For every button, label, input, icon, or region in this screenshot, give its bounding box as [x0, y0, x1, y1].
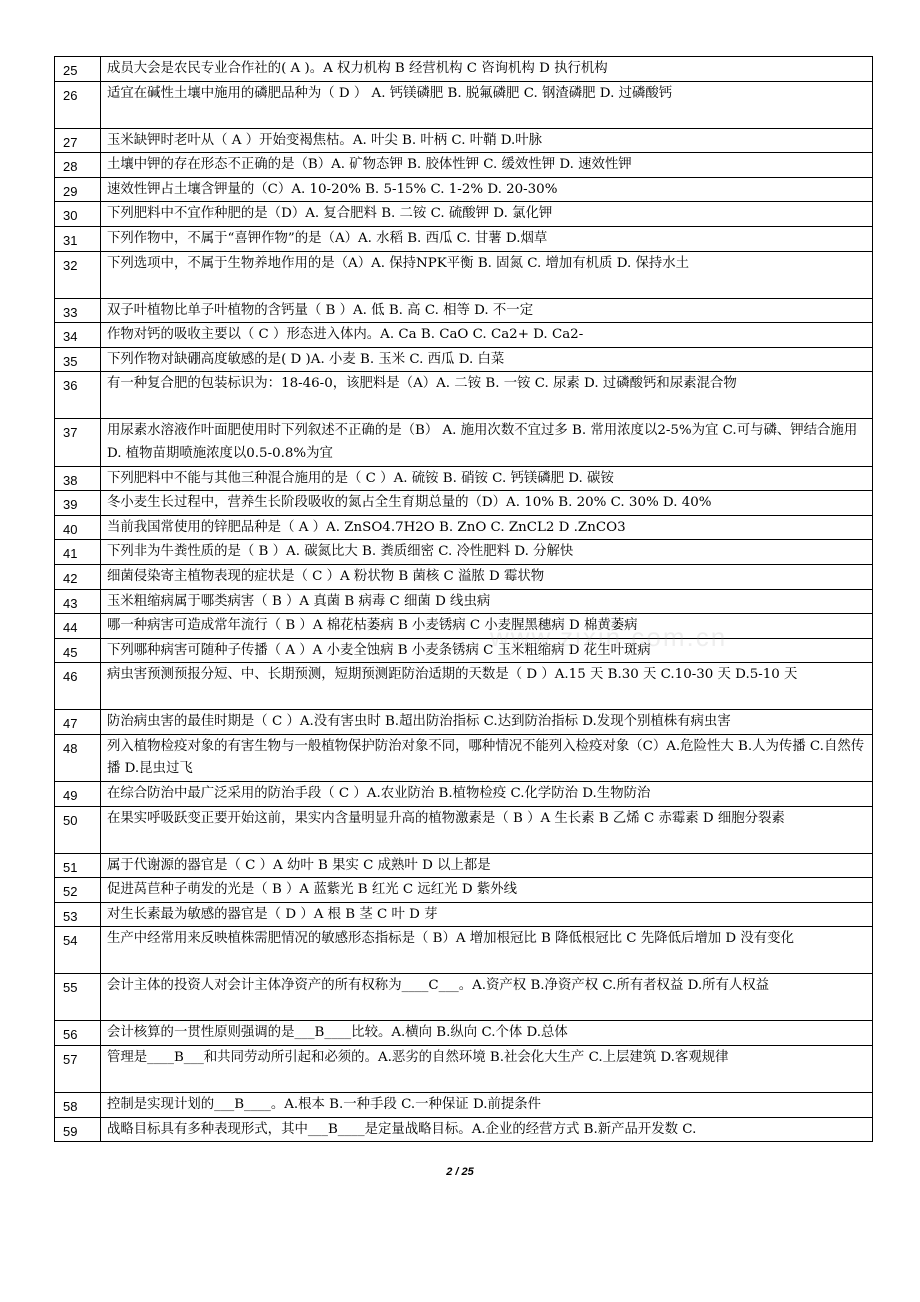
question-number: 40	[55, 515, 101, 540]
question-text: 会计核算的一贯性原则强调的是___B____比较。A.横向 B.纵向 C.个体 D.总体	[101, 1021, 873, 1046]
question-text: 在果实呼吸跃变正要开始这前，果实内含量明显升高的植物激素是（ B ）A 生长素 B 乙烯 C 赤霉素 D 细胞分裂素	[101, 806, 873, 853]
question-number: 49	[55, 782, 101, 807]
question-row	[55, 734, 873, 781]
question-number: 53	[55, 902, 101, 927]
question-text: 会计主体的投资人对会计主体净资产的所有权称为____C___。A.资产权 B.净资产权 C.所有者权益 D.所有人权益	[101, 974, 873, 1021]
question-row	[55, 974, 873, 1021]
question-number: 37	[55, 419, 101, 466]
question-text: 下列选项中，不属于生物养地作用的是（A）A. 保持NPK平衡 B. 固氮 C. 增加有机质 D. 保持水土	[101, 251, 873, 298]
question-number: 48	[55, 734, 101, 781]
question-row	[55, 347, 873, 372]
question-text: 促进莴苣种子萌发的光是（ B ）A 蓝紫光 B 红光 C 远红光 D 紫外线	[101, 878, 873, 903]
question-text: 玉米粗缩病属于哪类病害（ B ）A 真菌 B 病毒 C 细菌 D 线虫病	[101, 589, 873, 614]
question-number: 47	[55, 710, 101, 735]
question-number: 27	[55, 128, 101, 153]
question-text: 玉米缺钾时老叶从（ A ）开始变褐焦枯。A. 叶尖 B. 叶柄 C. 叶鞘 D.叶脉	[101, 128, 873, 153]
question-table	[54, 56, 873, 1142]
question-number: 31	[55, 226, 101, 251]
question-row	[55, 782, 873, 807]
question-row	[55, 1117, 873, 1142]
question-text: 作物对钙的吸收主要以（ C ）形态进入体内。A. Ca B. CaO C. Ca2+ D. Ca2-	[101, 323, 873, 348]
question-text: 细菌侵染寄主植物表现的症状是（ C ）A 粉状物 B 菌核 C 溢脓 D 霉状物	[101, 564, 873, 589]
question-row	[55, 466, 873, 491]
question-row	[55, 323, 873, 348]
question-row	[55, 1046, 873, 1093]
question-text: 属于代谢源的器官是（ C ）A 幼叶 B 果实 C 成熟叶 D 以上都是	[101, 853, 873, 878]
question-text: 控制是实现计划的___B____。A.根本 B.一种手段 C.一种保证 D.前提条件	[101, 1093, 873, 1118]
question-text: 生产中经常用来反映植株需肥情况的敏感形态指标是（ B）A 增加根冠比 B 降低根冠比 C 先降低后增加 D 没有变化	[101, 927, 873, 974]
question-text: 下列作物中，不属于“喜钾作物”的是（A）A. 水稻 B. 西瓜 C. 甘薯 D.烟草	[101, 226, 873, 251]
question-number: 58	[55, 1093, 101, 1118]
question-number: 59	[55, 1117, 101, 1142]
question-row	[55, 153, 873, 178]
question-row	[55, 1093, 873, 1118]
question-row	[55, 902, 873, 927]
question-text: 管理是____B___和共同劳动所引起和必须的。A.恶劣的自然环境 B.社会化大生产 C.上层建筑 D.客观规律	[101, 1046, 873, 1093]
page-number: 2 / 25	[446, 1166, 474, 1178]
question-text: 双子叶植物比单子叶植物的含钙量（ B ）A. 低 B. 高 C. 相等 D. 不一定	[101, 298, 873, 323]
question-row	[55, 226, 873, 251]
question-text: 下列肥料中不宜作种肥的是（D）A. 复合肥料 B. 二铵 C. 硫酸钾 D. 氯化钾	[101, 202, 873, 227]
question-text: 速效性钾占土壤含钾量的（C）A. 10-20% B. 5-15% C. 1-2% D. 20-30%	[101, 177, 873, 202]
question-row	[55, 491, 873, 516]
question-text: 哪一种病害可造成常年流行（ B ）A 棉花枯萎病 B 小麦锈病 C 小麦腥黑穗病 D 棉黄萎病	[101, 614, 873, 639]
question-row	[55, 128, 873, 153]
question-number: 38	[55, 466, 101, 491]
question-number: 41	[55, 540, 101, 565]
question-text: 对生长素最为敏感的器官是（ D ）A 根 B 茎 C 叶 D 芽	[101, 902, 873, 927]
question-number: 25	[55, 57, 101, 82]
question-row	[55, 564, 873, 589]
question-row	[55, 372, 873, 419]
question-number: 32	[55, 251, 101, 298]
question-row	[55, 419, 873, 466]
question-text: 病虫害预测预报分短、中、长期预测，短期预测距防治适期的天数是（ D ）A.15 天 B.30 天 C.10-30 天 D.5-10 天	[101, 663, 873, 710]
question-text: 下列哪种病害可随种子传播（ A ）A 小麦全蚀病 B 小麦条锈病 C 玉米粗缩病 D 花生叶斑病	[101, 638, 873, 663]
question-text: 下列非为牛粪性质的是（ B ）A. 碳氮比大 B. 粪质细密 C. 冷性肥料 D. 分解快	[101, 540, 873, 565]
question-text: 下列作物对缺硼高度敏感的是( D )A. 小麦 B. 玉米 C. 西瓜 D. 白菜	[101, 347, 873, 372]
question-number: 55	[55, 974, 101, 1021]
question-row	[55, 540, 873, 565]
question-text: 土壤中钾的存在形态不正确的是（B）A. 矿物态钾 B. 胶体性钾 C. 缓效性钾 D. 速效性钾	[101, 153, 873, 178]
question-row	[55, 638, 873, 663]
question-number: 30	[55, 202, 101, 227]
question-text: 适宜在碱性土壤中施用的磷肥品种为（ D ） A. 钙镁磷肥 B. 脱氟磷肥 C. 钢渣磷肥 D. 过磷酸钙	[101, 81, 873, 128]
question-text: 在综合防治中最广泛采用的防治手段（ C ）A.农业防治 B.植物检疫 C.化学防治 D.生物防治	[101, 782, 873, 807]
question-text: 战略目标具有多种表现形式，其中___B____是定量战略目标。A.企业的经营方式 B.新产品开发数 C.	[101, 1117, 873, 1142]
question-row	[55, 81, 873, 128]
question-number: 50	[55, 806, 101, 853]
question-row	[55, 878, 873, 903]
question-number: 54	[55, 927, 101, 974]
question-text: 下列肥料中不能与其他三种混合施用的是（ C ）A. 硫铵 B. 硝铵 C. 钙镁磷肥 D. 碳铵	[101, 466, 873, 491]
question-row	[55, 202, 873, 227]
question-row	[55, 927, 873, 974]
question-text: 当前我国常使用的锌肥品种是（ A ）A. ZnSO4.7H2O B. ZnO C. ZnCL2 D .ZnCO3	[101, 515, 873, 540]
question-row	[55, 806, 873, 853]
question-number: 33	[55, 298, 101, 323]
question-number: 51	[55, 853, 101, 878]
question-row	[55, 663, 873, 710]
question-number: 52	[55, 878, 101, 903]
question-number: 46	[55, 663, 101, 710]
question-row	[55, 177, 873, 202]
question-text: 用尿素水溶液作叶面肥使用时下列叙述不正确的是（B） A. 施用次数不宜过多 B. 常用浓度以2-5%为宜 C.可与磷、钾结合施用 D. 植物苗期喷施浓度以0.5-0.8%为宜	[101, 419, 873, 466]
watermark: www.zixin.com.cn	[490, 622, 728, 652]
question-number: 42	[55, 564, 101, 589]
question-text: 成员大会是农民专业合作社的( A )。A 权力机构 B 经营机构 C 咨询机构 D 执行机构	[101, 57, 873, 82]
question-row	[55, 589, 873, 614]
question-row	[55, 1021, 873, 1046]
question-row	[55, 614, 873, 639]
question-row	[55, 853, 873, 878]
question-number: 26	[55, 81, 101, 128]
question-number: 44	[55, 614, 101, 639]
question-row	[55, 251, 873, 298]
question-number: 28	[55, 153, 101, 178]
question-text: 冬小麦生长过程中，营养生长阶段吸收的氮占全生育期总量的（D）A. 10% B. 20% C. 30% D. 40%	[101, 491, 873, 516]
question-row	[55, 57, 873, 82]
question-number: 43	[55, 589, 101, 614]
question-number: 29	[55, 177, 101, 202]
question-number: 34	[55, 323, 101, 348]
question-row	[55, 710, 873, 735]
question-number: 56	[55, 1021, 101, 1046]
question-number: 35	[55, 347, 101, 372]
question-number: 45	[55, 638, 101, 663]
question-row	[55, 298, 873, 323]
question-number: 57	[55, 1046, 101, 1093]
question-row	[55, 515, 873, 540]
question-text: 列入植物检疫对象的有害生物与一般植物保护防治对象不同，哪种情况不能列入检疫对象（C）A.危险性大 B.人为传播 C.自然传播 D.昆虫过飞	[101, 734, 873, 781]
question-number: 36	[55, 372, 101, 419]
question-text: 防治病虫害的最佳时期是（ C ）A.没有害虫时 B.超出防治指标 C.达到防治指标 D.发现个别植株有病虫害	[101, 710, 873, 735]
question-number: 39	[55, 491, 101, 516]
question-text: 有一种复合肥的包装标识为：18-46-0，该肥料是（A）A. 二铵 B. 一铵 C. 尿素 D. 过磷酸钙和尿素混合物	[101, 372, 873, 419]
